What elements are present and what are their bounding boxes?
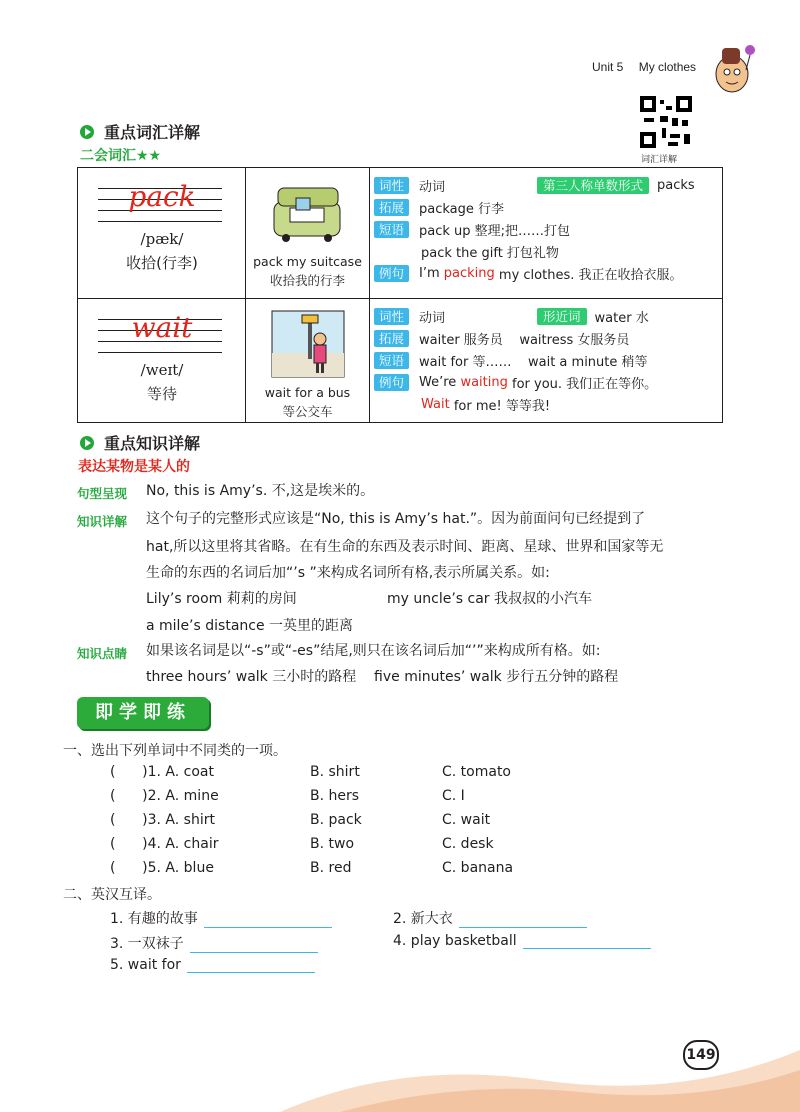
tip-example: three hours’ walk 三小时的路程 five minutes’ walk 步行五分钟的路程 xyxy=(146,669,619,685)
option-a: ( )4. A. chair xyxy=(110,836,219,852)
word-meaning: 收拾(行李) xyxy=(126,254,198,272)
word-phonetic: /pæk/ xyxy=(140,230,184,248)
vocab-row-pack xyxy=(78,168,723,299)
option-c: C. wait xyxy=(442,812,491,828)
phrase-tag: 短语 xyxy=(374,352,409,369)
pos-tag: 词性 xyxy=(374,308,409,325)
section-title-knowledge: 重点知识详解 xyxy=(80,431,200,454)
page-header xyxy=(592,60,696,74)
word-cell xyxy=(78,168,246,299)
option-b: B. red xyxy=(310,860,352,876)
translation-prompt: 3. 一双袜子 xyxy=(110,936,184,952)
unit-label: Unit 5 xyxy=(592,60,624,74)
option-b: B. pack xyxy=(310,812,362,828)
section-title-vocab: 重点词汇详解 xyxy=(80,120,200,143)
pattern-sentence: No, this is Amy’s. 不,这是埃米的。 xyxy=(146,483,375,499)
pos-row xyxy=(374,174,722,196)
picture-cell xyxy=(246,299,370,423)
picture-caption-cn: 等公交车 xyxy=(282,404,333,419)
option-c: C. I xyxy=(442,788,465,804)
answer-blank[interactable] xyxy=(523,933,651,949)
play-bullet-icon xyxy=(80,436,94,450)
example-post: my clothes. 我正在收拾衣服。 xyxy=(494,267,683,283)
bus-stop-illustration xyxy=(268,309,348,379)
section-subtitle-knowledge: 表达某物是某人的 xyxy=(78,459,190,475)
word-meaning: 等待 xyxy=(146,385,177,403)
label-sentence: 句型呈现 xyxy=(77,486,128,501)
example2-highlight: Wait xyxy=(421,396,450,412)
pos-value: 动词 xyxy=(419,310,446,326)
phrase-value: wait for 等…… wait a minute 稍等 xyxy=(419,354,648,370)
info-cell xyxy=(370,299,723,423)
vocab-table xyxy=(77,167,723,423)
option-c: C. banana xyxy=(442,860,514,876)
question-2-heading: 二、英汉互译。 xyxy=(63,887,161,903)
translation-item xyxy=(393,933,651,949)
question-1-heading: 一、选出下列单词中不同类的一项。 xyxy=(63,743,287,759)
detail-line-2: hat,所以这里将其省略。在有生命的东西及表示时间、距离、星球、世界和国家等无 xyxy=(146,539,664,555)
option-a: ( )2. A. mine xyxy=(110,788,219,804)
option-c: C. desk xyxy=(442,836,494,852)
word-handwritten: pack xyxy=(128,180,196,213)
option-a: ( )3. A. shirt xyxy=(110,812,215,828)
option-c: C. tomato xyxy=(442,764,512,780)
extra-tag: 第三人称单数形式 xyxy=(537,177,649,194)
label-detail: 知识详解 xyxy=(77,514,128,529)
example-post: for you. 我们正在等你。 xyxy=(507,376,658,392)
phrase-value-2: pack the gift 打包礼物 xyxy=(421,245,559,261)
pos-tag: 词性 xyxy=(374,177,409,194)
answer-blank[interactable] xyxy=(204,912,332,928)
example-highlight: waiting xyxy=(460,374,508,390)
phrase-row xyxy=(374,349,722,371)
example-pre: We’re xyxy=(419,374,461,390)
phrase-row-2 xyxy=(374,240,722,262)
ext-value: waiter 服务员 waitress 女服务员 xyxy=(419,332,630,348)
detail-line-1: 这个句子的完整形式应该是“No, this is Amy’s hat.”。因为前面问句已经提到了 xyxy=(146,511,646,527)
word-phonetic: /weɪt/ xyxy=(140,361,184,379)
section-subtitle-vocab: 二会词汇★★ xyxy=(80,148,162,164)
detail-example-3: a mile’s distance 一英里的距离 xyxy=(146,618,354,634)
detail-line-3: 生命的东西的名词后加“’s ”来构成名词所有格,表示所属关系。如: xyxy=(146,565,550,581)
practice-banner: 即学即练 xyxy=(77,697,209,729)
ext-tag: 拓展 xyxy=(374,199,409,216)
option-a: ( )1. A. coat xyxy=(110,764,214,780)
unit-title: My clothes xyxy=(638,60,697,74)
translation-prompt: 1. 有趣的故事 xyxy=(110,911,198,927)
info-cell xyxy=(370,168,723,299)
suitcase-illustration xyxy=(268,178,348,248)
vocab-row-wait xyxy=(78,299,723,423)
example-row xyxy=(374,262,722,284)
example-pre: I’m xyxy=(419,265,444,281)
word-handwritten: wait xyxy=(131,311,193,344)
question-row xyxy=(110,812,610,834)
tip-line: 如果该名词是以“-s”或“-es”结尾,则只在该名词后加“’”来构成所有格。如: xyxy=(146,643,601,659)
example-tag: 例句 xyxy=(374,265,409,282)
translation-item xyxy=(393,908,587,928)
translation-item xyxy=(110,957,315,973)
extension-row xyxy=(374,327,722,349)
extra-value: water 水 xyxy=(594,310,649,326)
phrase-value: pack up 整理;把……打包 xyxy=(419,223,571,239)
picture-caption-en: wait for a bus xyxy=(264,385,351,400)
question-row xyxy=(110,788,610,810)
picture-cell xyxy=(246,168,370,299)
example-row xyxy=(374,371,722,393)
example-tag: 例句 xyxy=(374,374,409,391)
pos-value: 动词 xyxy=(419,179,446,195)
translation-item xyxy=(110,908,332,928)
option-b: B. two xyxy=(310,836,355,852)
answer-blank[interactable] xyxy=(459,912,587,928)
option-b: B. shirt xyxy=(310,764,360,780)
option-a: ( )5. A. blue xyxy=(110,860,214,876)
phrase-tag: 短语 xyxy=(374,221,409,238)
extension-row xyxy=(374,196,722,218)
example2-post: for me! 等等我! xyxy=(449,398,551,414)
phrase-row xyxy=(374,218,722,240)
example-highlight: packing xyxy=(443,265,495,281)
example-row-2 xyxy=(374,393,722,415)
play-bullet-icon xyxy=(80,125,94,139)
question-row xyxy=(110,764,610,786)
translation-prompt: 5. wait for xyxy=(110,957,181,973)
translation-prompt: 2. 新大衣 xyxy=(393,911,453,927)
question-row xyxy=(110,860,610,882)
ext-tag: 拓展 xyxy=(374,330,409,347)
extra-tag: 形近词 xyxy=(537,308,587,325)
qr-code-icon[interactable] xyxy=(640,96,692,148)
picture-caption-en: pack my suitcase xyxy=(253,254,362,269)
ext-value: package 行李 xyxy=(419,201,505,217)
picture-caption-cn: 收拾我的行李 xyxy=(269,273,345,288)
translation-prompt: 4. play basketball xyxy=(393,933,517,949)
detail-example-2: my uncle’s car 我叔叔的小汽车 xyxy=(387,591,592,607)
detail-example-1: Lily’s room 莉莉的房间 xyxy=(146,591,297,607)
pos-row xyxy=(374,305,722,327)
extra-value: packs xyxy=(657,177,695,193)
word-cell xyxy=(78,299,246,423)
answer-blank[interactable] xyxy=(190,937,318,953)
answer-blank[interactable] xyxy=(187,957,315,973)
question-row xyxy=(110,836,610,858)
translation-item xyxy=(110,933,318,953)
label-tip: 知识点睛 xyxy=(77,646,128,661)
option-b: B. hers xyxy=(310,788,360,804)
mascot-icon xyxy=(708,40,758,96)
page-number: 149 xyxy=(683,1040,719,1070)
footer-wave-decoration xyxy=(280,1040,800,1112)
qr-caption: 词汇详解 xyxy=(641,155,678,165)
